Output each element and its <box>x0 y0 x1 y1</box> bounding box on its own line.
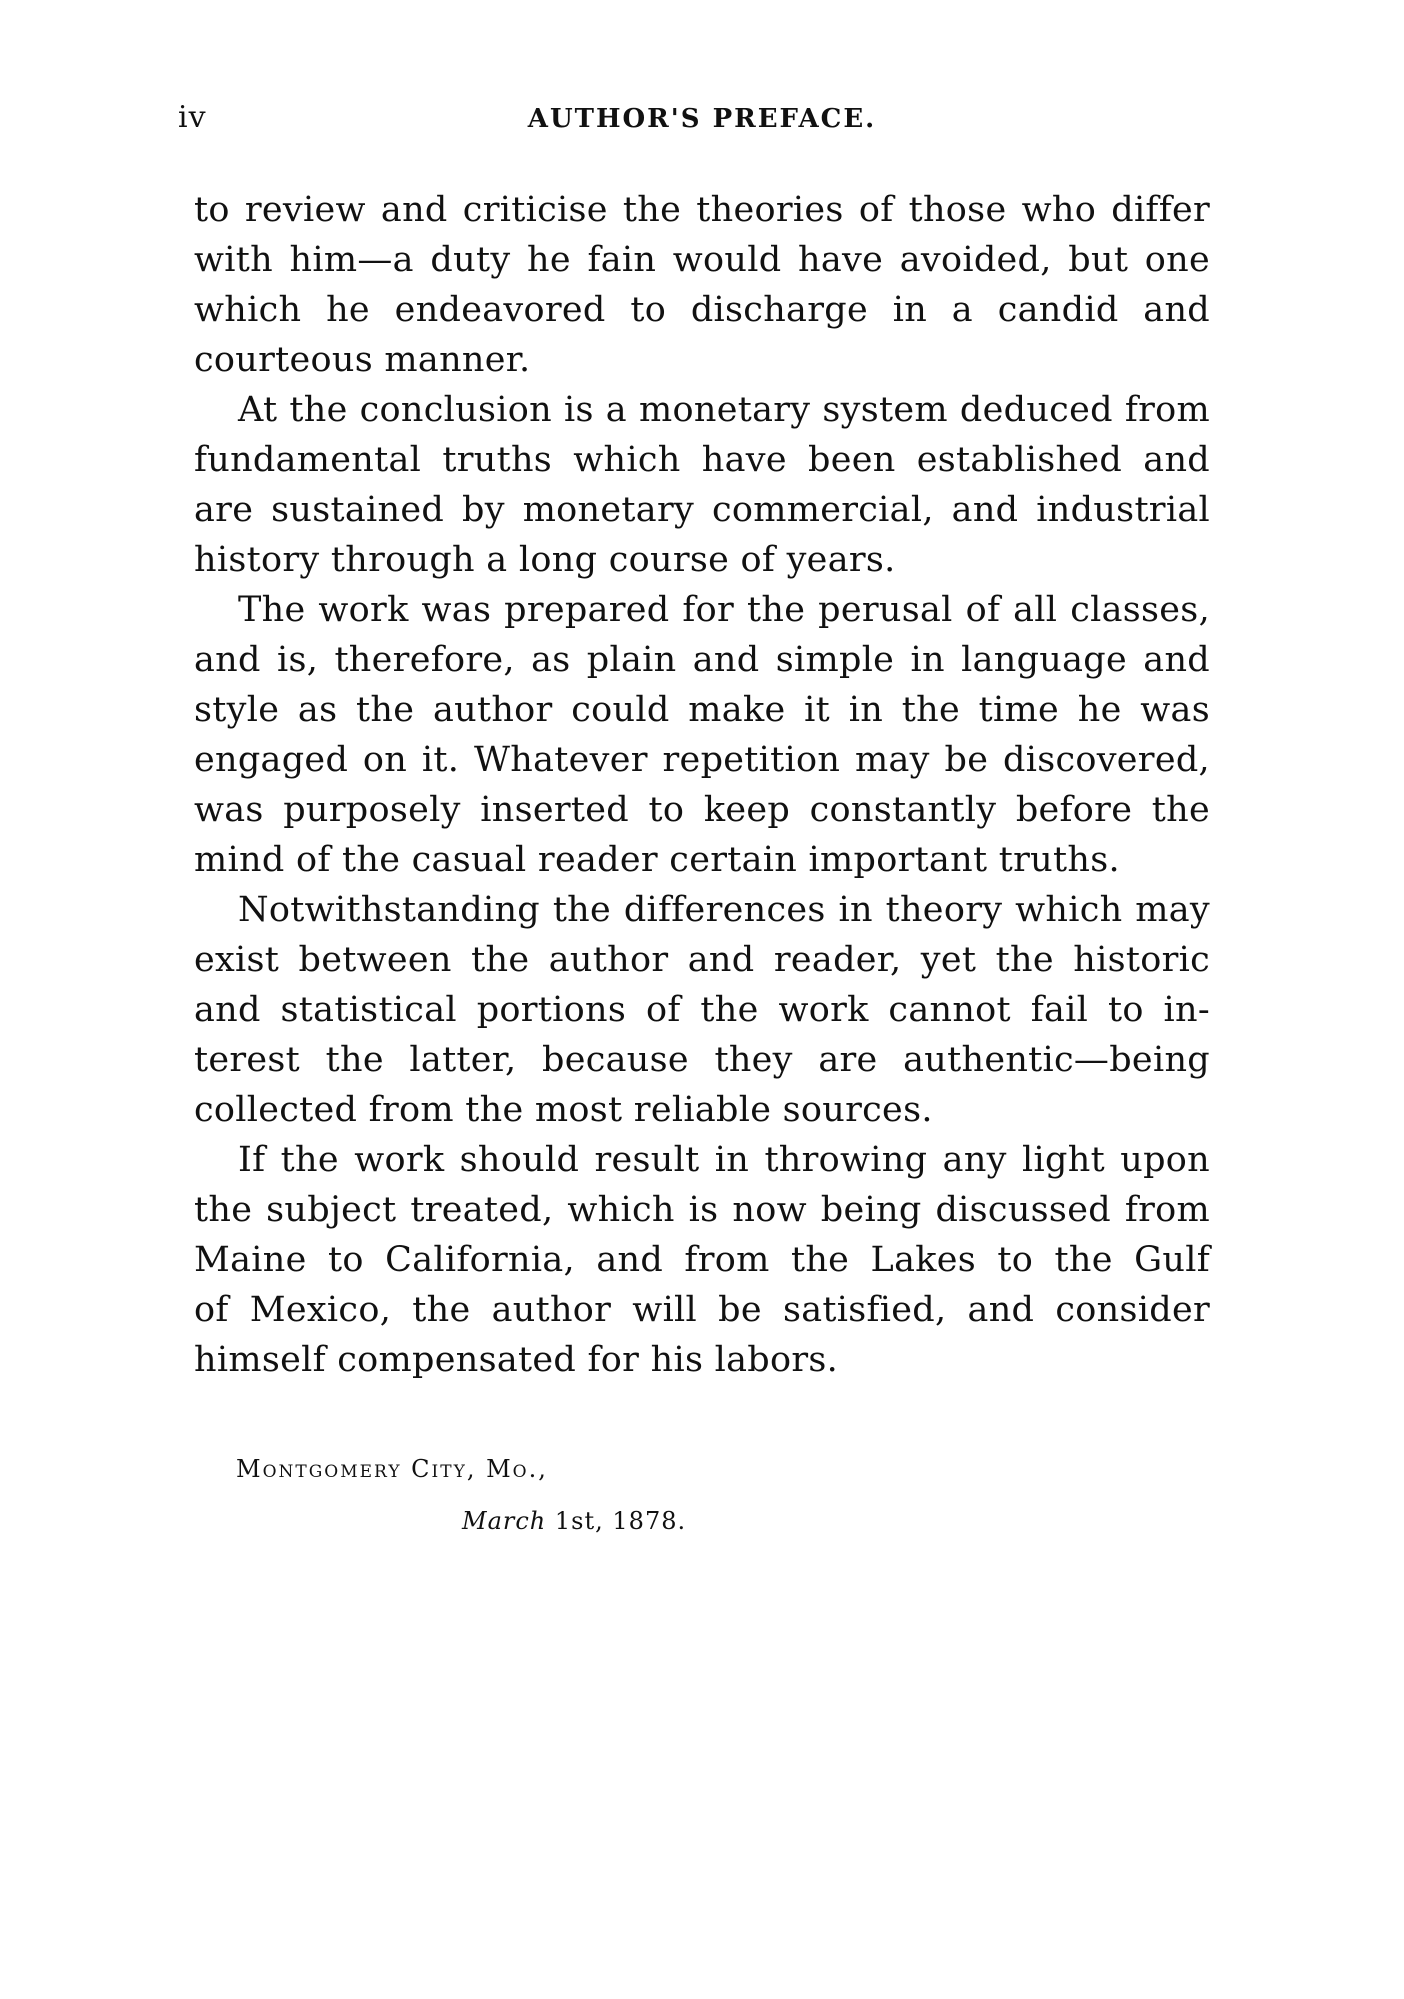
running-head: AUTHOR'S PREFACE. <box>527 104 877 134</box>
text-line: engaged on it. Whatever repetition may be discovered, <box>194 740 1210 780</box>
text-line: The work was prepared for the perusal of all classes, <box>238 590 1210 630</box>
text-line: If the work should result in throwing any light upon <box>238 1140 1210 1180</box>
text-line: was purposely inserted to keep constantly before the <box>194 790 1210 830</box>
text-line: to review and criticise the theories of those who differ <box>194 190 1210 230</box>
date-year: 1878. <box>612 1507 687 1535</box>
text-line: are sustained by monetary commercial, and industrial <box>194 490 1210 530</box>
text-line: exist between the author and reader, yet the historic <box>194 940 1210 980</box>
text-line: with him—a duty he fain would have avoided, but one <box>194 240 1210 280</box>
paragraph <box>194 585 1210 885</box>
page-number: iv <box>178 100 207 135</box>
paragraph <box>194 885 1210 1135</box>
text-line: and is, therefore, as plain and simple in language and <box>194 640 1210 680</box>
text-line: style as the author could make it in the time he was <box>194 690 1210 730</box>
preface-body <box>194 185 1210 1385</box>
text-line: fundamental truths which have been established and <box>194 440 1210 480</box>
text-line: Notwithstanding the differences in theory which may <box>238 890 1210 930</box>
text-line: himself compensated for his labors. <box>194 1340 839 1380</box>
paragraph <box>194 185 1210 385</box>
date-day: 1st, <box>554 1507 604 1535</box>
text-line: Maine to California, and from the Lakes to the Gulf <box>194 1240 1210 1280</box>
paragraph <box>194 1135 1210 1385</box>
signature-date <box>462 1507 686 1535</box>
signature-place: Montgomery City, Mo., <box>236 1455 548 1483</box>
text-line: collected from the most reliable sources. <box>194 1090 933 1130</box>
paragraph <box>194 385 1210 585</box>
text-line: courteous manner. <box>194 340 531 380</box>
text-line: the subject treated, which is now being discussed from <box>194 1190 1210 1230</box>
text-line: terest the latter, because they are authentic—being <box>194 1040 1210 1080</box>
text-line: and statistical portions of the work cannot fail to in- <box>194 990 1210 1030</box>
text-line: history through a long course of years. <box>194 540 896 580</box>
date-month: March <box>462 1507 547 1535</box>
text-line: which he endeavored to discharge in a candid and <box>194 290 1210 330</box>
text-line: At the conclusion is a monetary system deduced from <box>238 390 1210 430</box>
text-line: mind of the casual reader certain important truths. <box>194 840 1120 880</box>
text-line: of Mexico, the author will be satisfied, and consider <box>194 1290 1210 1330</box>
